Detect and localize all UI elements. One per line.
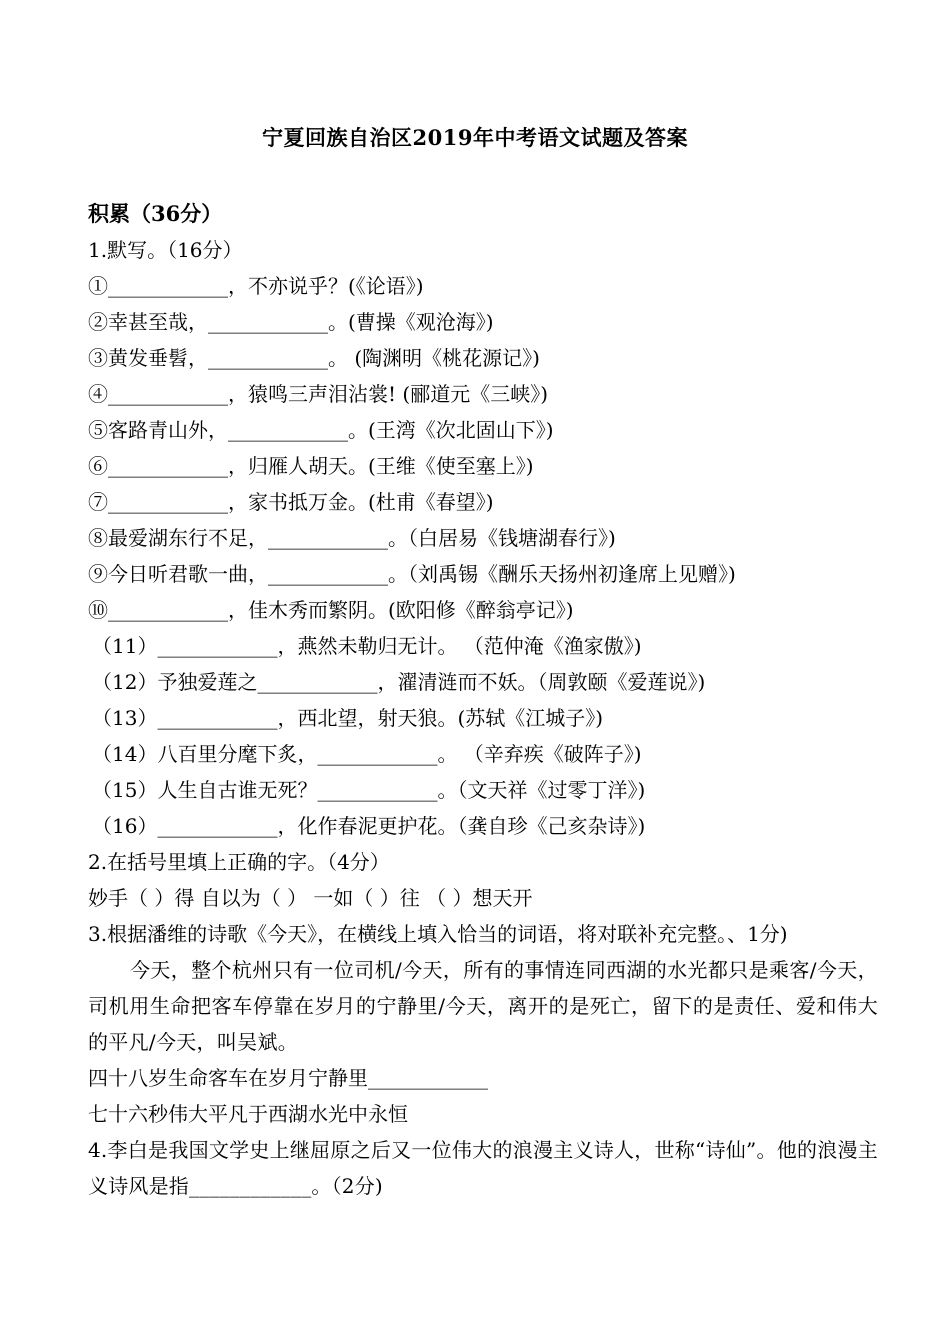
question-2-blanks: 妙手（ ）得 自以为（ ） 一如（ ）往 （ ）想天开 bbox=[88, 886, 533, 910]
question-1-item: ⑤客路青山外，____________。(王湾《次北固山下》) bbox=[88, 418, 554, 442]
question-1-item: （14）八百里分麾下炙，____________。 （辛弃疾《破阵子》) bbox=[92, 742, 642, 766]
question-4-text: 4.李白是我国文学史上继屈原之后又一位伟大的浪漫主义诗人，世称“诗仙”。他的浪漫主义诗风是指____________。（2分) bbox=[88, 1138, 878, 1198]
question-1-heading: 1.默写。（16分） bbox=[88, 238, 243, 262]
question-3-couplet-lower: 七十六秒伟大平凡于西湖水光中永恒 bbox=[88, 1102, 408, 1126]
question-3-heading: 3.根据潘维的诗歌《今天》，在横线上填入恰当的词语，将对联补充完整。、1分) bbox=[88, 922, 788, 946]
question-1-item: （12）予独爱莲之____________，濯清涟而不妖。（周敦颐《爱莲说》) bbox=[92, 670, 706, 694]
question-1-item: ⑨今日听君歌一曲，____________。（刘禹锡《酬乐天扬州初逢席上见赠》) bbox=[88, 562, 736, 586]
question-1-item: ⑩____________，佳木秀而繁阴。(欧阳修《醉翁亭记》) bbox=[88, 598, 574, 622]
question-1-item: ①____________，不亦说乎？(《论语》) bbox=[88, 274, 424, 298]
question-1-item: （11）____________，燕然未勒归无计。 （范仲淹《渔家傲》) bbox=[92, 634, 642, 658]
document-title: 宁夏回族自治区2019年中考语文试题及答案 bbox=[262, 125, 688, 150]
exam-content bbox=[88, 196, 878, 1204]
question-1-item: （16）____________，化作春泥更护花。（龚自珍《己亥杂诗》) bbox=[92, 814, 646, 838]
question-3-passage: 今天，整个杭州只有一位司机/今天，所有的事情连同西湖的水光都只是乘客/今天，司机用生命把客车停靠在岁月的宁静里/今天，离开的是死亡，留下的是责任、爱和伟大的平凡/今天，叫吴斌。 bbox=[88, 958, 878, 1054]
section-heading: 积累（36分） bbox=[88, 201, 223, 226]
question-1-item: ③黄发垂髫，____________。 (陶渊明《桃花源记》) bbox=[88, 346, 540, 370]
question-2-heading: 2.在括号里填上正确的字。（4分） bbox=[88, 850, 390, 874]
question-1-item: ⑧最爱湖东行不足，____________。（白居易《钱塘湖春行》) bbox=[88, 526, 616, 550]
question-1-item: ②幸甚至哉，____________。(曹操《观沧海》) bbox=[88, 310, 494, 334]
question-1-item: （15）人生自古谁无死？____________。（文天祥《过零丁洋》) bbox=[92, 778, 646, 802]
question-1-item: ⑦____________，家书抵万金。(杜甫《春望》) bbox=[88, 490, 494, 514]
question-1-item: ⑥____________，归雁人胡天。(王维《使至塞上》) bbox=[88, 454, 534, 478]
question-1-item: （13）____________，西北望，射天狼。(苏轼《江城子》) bbox=[92, 706, 604, 730]
question-3-couplet-upper: 四十八岁生命客车在岁月宁静里____________ bbox=[88, 1066, 488, 1090]
question-1-item: ④____________，猿鸣三声泪沾裳! (郦道元《三峡》) bbox=[88, 382, 548, 406]
